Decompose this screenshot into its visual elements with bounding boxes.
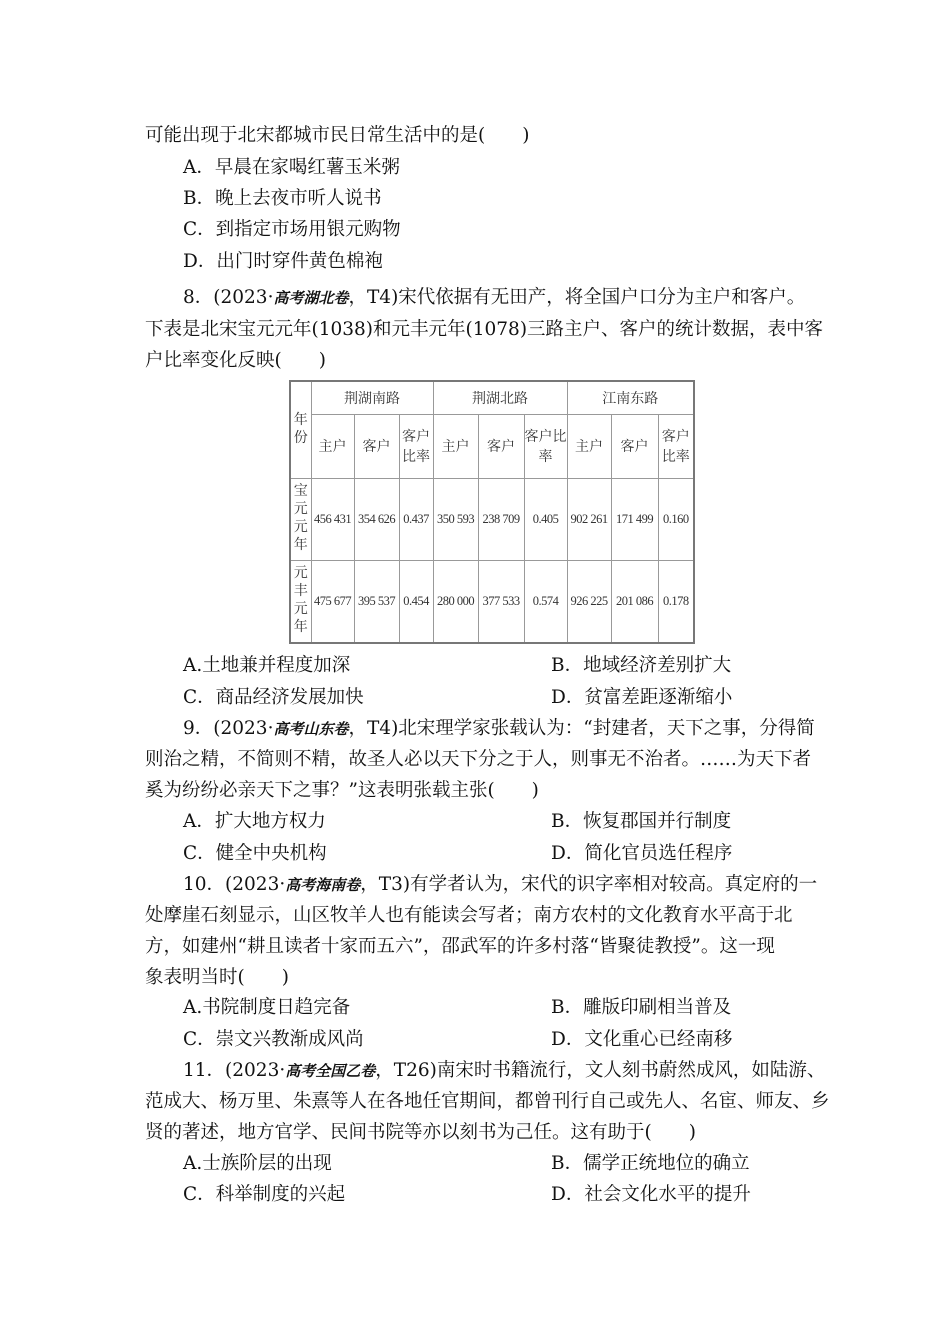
q9-text: 北宋理学家张载认为：“封建者，天下之事，分得简: [398, 718, 815, 739]
q8-option-a: A.土地兼并程度加深: [183, 655, 351, 676]
q10-option-a: A.书院制度日趋完备: [183, 997, 351, 1018]
q11-stem-line3: 贤的著述，地方官学、民间书院等亦以刻书为己任。这有助于( ): [145, 1122, 696, 1143]
q7-option-a: A．早晨在家喝红薯玉米粥: [183, 157, 400, 178]
q9-stem-line1: [183, 717, 815, 741]
table-cell: 395 537: [354, 560, 399, 643]
table-cell: 0.454: [399, 560, 433, 643]
table-cell: 0.437: [399, 478, 433, 560]
q9-stem-line2: 则治之精，不简则不精，故圣人必以天下分之于人，则事无不治者。……为天下者: [145, 749, 812, 770]
q9-option-c: C．健全中央机构: [183, 843, 327, 864]
q8-option-c: C．商品经济发展加快: [183, 687, 364, 708]
subheader-main-households: 主户: [433, 414, 478, 478]
q10-text: 有学者认为，宋代的识字率相对较高。真定府的一: [410, 874, 818, 895]
subheader-main-households: 主户: [567, 414, 611, 478]
q8-tag: ，T4): [348, 287, 399, 308]
q10-number: 10．(2023·: [183, 874, 286, 895]
q11-option-d: D．社会文化水平的提升: [551, 1184, 751, 1205]
table-row: [290, 478, 694, 560]
q11-option-c: C．科举制度的兴起: [183, 1184, 346, 1205]
table-cell: 350 593: [433, 478, 478, 560]
year-cell: 宝 元 元 年: [290, 478, 311, 560]
q10-stem-line2: 处摩崖石刻显示，山区牧羊人也有能读会写者；南方农村的文化教育水平高于北: [145, 905, 793, 926]
region-header: 荆湖北路: [433, 381, 567, 414]
q11-text: 南宋时书籍流行，文人刻书蔚然成风，如陆游、: [436, 1060, 826, 1081]
q8-stem-line3: 户比率变化反映( ): [145, 350, 326, 371]
q7-stem: 可能出现于北宋都城市民日常生活中的是( ): [145, 125, 530, 146]
q10-stem-line1: [183, 873, 817, 897]
subheader-guest-households: 客户: [478, 414, 524, 478]
year-header-cell: 年 份: [290, 381, 311, 478]
table-cell: 902 261: [567, 478, 611, 560]
q8-stem-line2: 下表是北宋宝元元年(1038)和元丰元年(1078)三路主户、客户的统计数据，表中客: [145, 319, 824, 340]
q10-option-b: B．雕版印刷相当普及: [551, 997, 732, 1018]
subheader-main-households: 主户: [311, 414, 354, 478]
table-cell: 354 626: [354, 478, 399, 560]
subheader-guest-ratio: 客户比率: [524, 414, 567, 478]
q9-stem-line3: 奚为纷纷必亲天下之事？”这表明张载主张( ): [145, 780, 539, 801]
table-cell: 0.405: [524, 478, 567, 560]
q8-option-d: D．贫富差距逐渐缩小: [551, 687, 733, 708]
table-cell: 0.178: [658, 560, 694, 643]
q7-option-b: B．晚上去夜市听人说书: [183, 188, 382, 209]
subheader-guest-ratio: 客户比率: [658, 414, 694, 478]
q8-stem-line1: [183, 286, 805, 310]
subheader-guest-households: 客户: [354, 414, 399, 478]
q7-option-d: D．出门时穿件黄色棉袍: [183, 251, 383, 272]
q11-tag: ，T26): [375, 1060, 437, 1081]
q11-option-b: B．儒学正统地位的确立: [551, 1153, 750, 1174]
table-cell: 238 709: [478, 478, 524, 560]
table-cell: 280 000: [433, 560, 478, 643]
q9-option-b: B．恢复郡国并行制度: [551, 811, 732, 832]
subheader-guest-households: 客户: [611, 414, 658, 478]
q8-data-table: [289, 380, 695, 644]
q7-option-c: C．到指定市场用银元购物: [183, 219, 401, 240]
q9-tag: ，T4): [348, 718, 399, 739]
table-row: [290, 560, 694, 643]
year-cell: 元 丰 元 年: [290, 560, 311, 643]
q10-option-c: C．崇文兴教渐成风尚: [183, 1029, 364, 1050]
q9-number: 9．(2023·: [183, 718, 274, 739]
q10-stem-line3: 方，如建州“耕且读者十家而五六”，邵武军的许多村落“皆聚徒教授”。这一现: [145, 936, 775, 957]
q8-number: 8．(2023·: [183, 287, 274, 308]
table-cell: 0.574: [524, 560, 567, 643]
q8-text: 宋代依据有无田产，将全国户口分为主户和客户。: [398, 287, 806, 308]
table-cell: 0.160: [658, 478, 694, 560]
q10-tag: ，T3): [360, 874, 411, 895]
q9-source: 高考山东卷: [273, 720, 349, 738]
table-cell: 201 086: [611, 560, 658, 643]
subheader-guest-ratio: 客户比率: [399, 414, 433, 478]
q10-option-d: D．文化重心已经南移: [551, 1029, 733, 1050]
table-cell: 926 225: [567, 560, 611, 643]
q10-source: 高考海南卷: [285, 876, 361, 894]
region-header: 江南东路: [567, 381, 694, 414]
q11-stem-line1: [183, 1059, 825, 1083]
q11-source: 高考全国乙卷: [285, 1062, 376, 1080]
q9-option-a: A．扩大地方权力: [183, 811, 326, 832]
q11-number: 11．(2023·: [183, 1060, 286, 1081]
table-cell: 171 499: [611, 478, 658, 560]
q10-stem-line4: 象表明当时( ): [145, 967, 289, 988]
q8-option-b: B．地域经济差别扩大: [551, 655, 732, 676]
region-header: 荆湖南路: [311, 381, 433, 414]
q11-stem-line2: 范成大、杨万里、朱熹等人在各地任官期间，都曾刊行自己或先人、名宦、师友、乡: [145, 1091, 830, 1112]
table-cell: 377 533: [478, 560, 524, 643]
q11-option-a: A.士族阶层的出现: [183, 1153, 332, 1174]
q9-option-d: D．简化官员选任程序: [551, 843, 733, 864]
table-cell: 456 431: [311, 478, 354, 560]
q8-source: 高考湖北卷: [273, 289, 349, 307]
table-cell: 475 677: [311, 560, 354, 643]
